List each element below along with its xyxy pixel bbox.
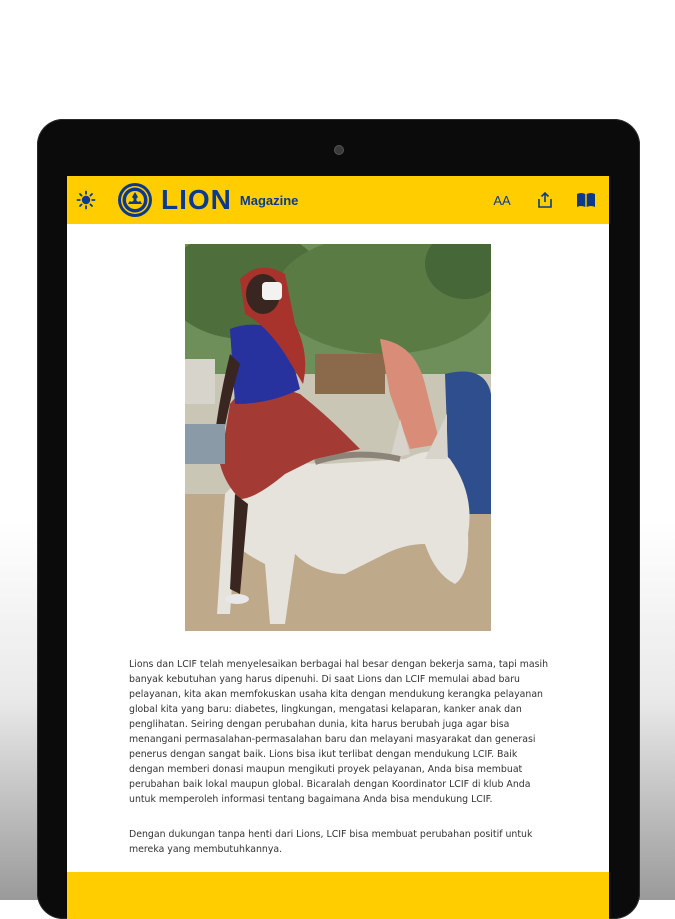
lions-emblem-icon <box>117 182 153 218</box>
bottom-bar <box>67 872 609 919</box>
article-paragraph: Lions dan LCIF telah menyelesaikan berbagai hal besar dengan bekerja sama, tapi masih banyak kebutuhan yang harus dipenuhi. Di saat Lions dan LCIF memulai abad baru pelayanan, kita akan memfokuskan usaha kita dengan mendukung kerangka pelayanan global kita yang baru: diabetes, lingkungan, mengatasi kelaparan, kanker anak dan penglihatan. Seiring dengan perubahan dunia, kita harus berubah juga agar bisa menangani permasalahan-permasalahan baru dan melayani masyarakat dan generasi penerus dengan sangat baik. Lions bisa ikut terlibat dengan mendukung LCIF. Baik dengan memberi donasi maupun mengikuti proyek pelayanan, Anda bisa membuat perubahan baik lokal maupun global. Bicaralah dengan Koordinator LCIF di klub Anda untuk memperoleh informasi tentang bagaimana Anda bisa mendukung LCIF. <box>129 659 549 805</box>
top-app-bar <box>67 176 609 224</box>
brand-subtitle: Magazine <box>239 193 299 208</box>
article-body <box>129 657 549 877</box>
brand-logo <box>117 182 298 218</box>
sun-icon[interactable] <box>74 188 98 212</box>
font-size-label: AA <box>493 192 511 208</box>
brand-title: LION <box>161 184 232 215</box>
article-paragraph: Dengan dukungan tanpa henti dari Lions, LCIF bisa membuat perubahan positif untuk mereka yang membutuhkannya. <box>129 829 533 855</box>
tablet-frame <box>37 119 640 919</box>
app-screen <box>67 176 609 919</box>
book-icon[interactable] <box>574 188 598 212</box>
font-size-button[interactable] <box>490 188 514 212</box>
article-photo <box>185 244 491 631</box>
share-icon[interactable] <box>533 188 557 212</box>
front-camera <box>334 145 344 155</box>
